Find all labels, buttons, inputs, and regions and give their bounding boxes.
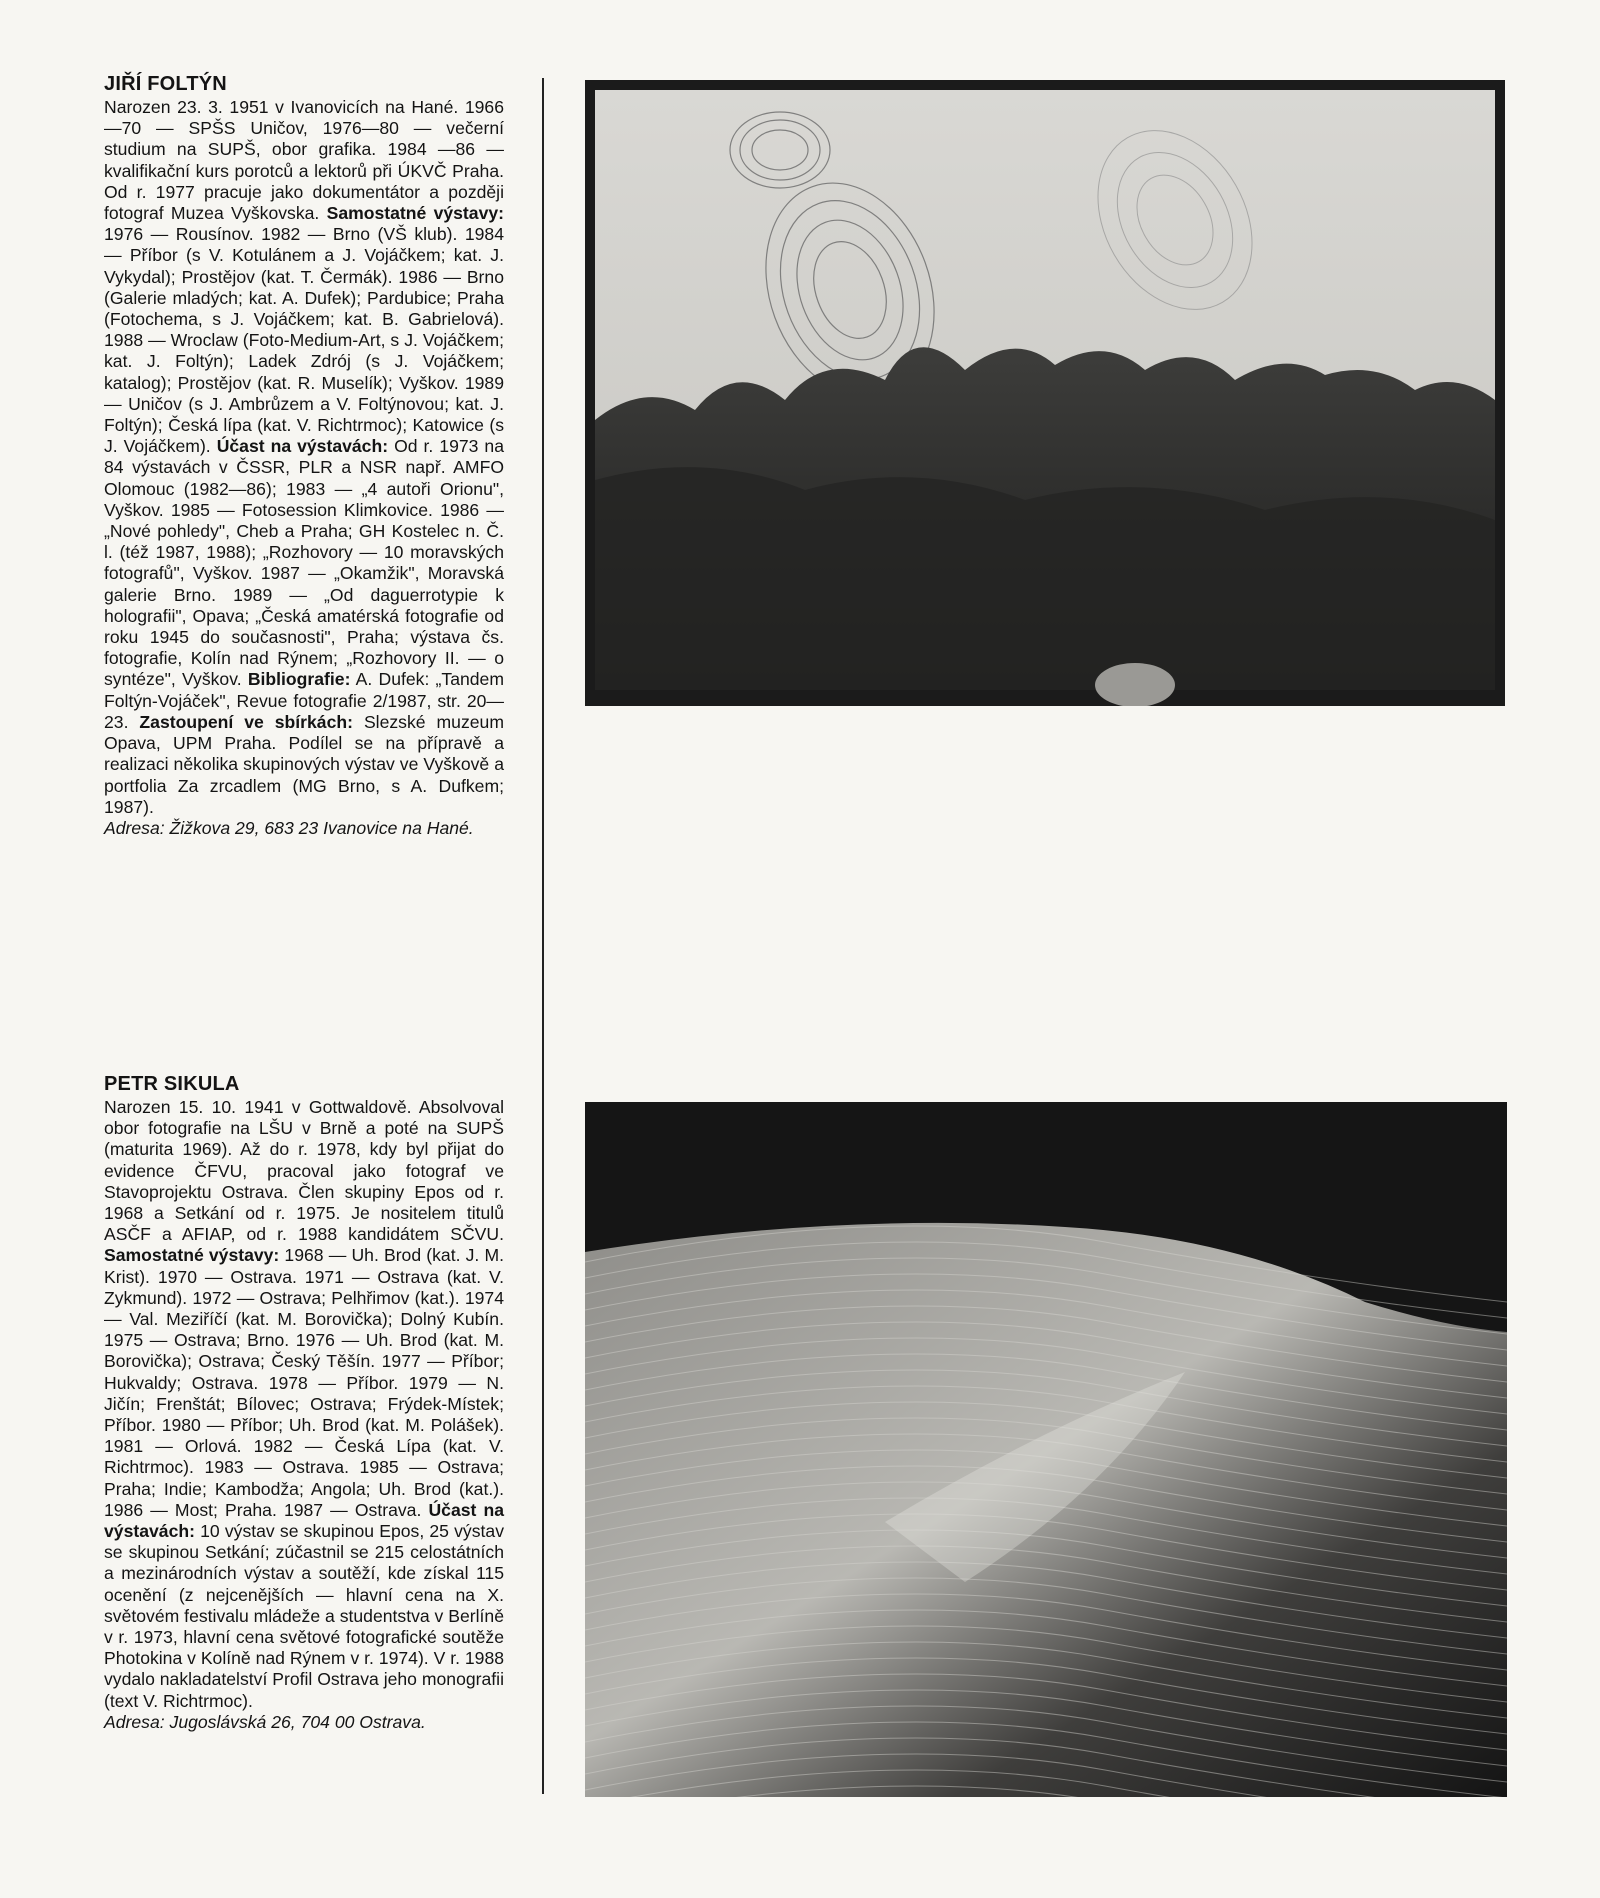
artist-address: Adresa: Žižkova 29, 683 23 Ivanovice na Hané. (104, 817, 474, 838)
photo-field-furrows (585, 1102, 1507, 1797)
artist-bio: Narozen 23. 3. 1951 v Ivanovicích na Hané. 1966—70 — SPŠS Uničov, 1976—80 — večerní studium na SUPŠ, obor grafika. 1984 —86 — kvalifikační kurs porotců a lektorů při ÚKVČ Praha. Od r. 1977 pracuje jako dokumentátor a později fotograf Muzea Vyškovska. Samostatné výstavy: 1976 — Rousínov. 1982 — Brno (VŠ klub). 1984 — Příbor (s V. Kotulánem a J. Vojáčkem; kat. J. Vykydal); Prostějov (kat. T. Čermák). 1986 — Brno (Galerie mladých; kat. A. Dufek); Pardubice; Praha (Fotochema, s J. Vojáčkem; kat. B. Gabrielová). 1988 — Wroclaw (Foto-Medium-Art, s J. Vojáčkem; kat. J. Foltýn); Ladek Zdrój (s J. Vojáčkem; katalog); Prostějov (kat. R. Muselík); Vyškov. 1989 — Uničov (s J. Ambrůzem a V. Foltýnovou; kat. J. Foltýn); Česká lípa (kat. V. Richtrmoc); Katowice (s J. Vojáčkem). Účast na výstavách: Od r. 1973 na 84 výstavách v ČSSR, PLR a NSR např. AMFO Olomouc (1982—86); 1983 — „4 autoři Orionu", Vyškov. 1985 — Fotosession Klimkovice. 1986 — „Nové pohledy", Cheb a Praha; GH Kostelec n. Č. l. (též 1987, 1988); „Rozhovory — 10 moravských fotografů", Vyškov. 1987 — „Okamžik", Moravská galerie Brno. 1989 — „Od daguerrotypie k holografii", Opava; „Česká amatérská fotografie od roku 1945 do současnosti", Praha; výstava čs. fotografie, Kolín nad Rýnem; „Rozhovory II. — o syntéze", Vyškov. Bibliografie: A. Dufek: „Tandem Foltýn-Vojáček", Revue fotografie 2/1987, str. 20—23. Zastoupení ve sbírkách: Slezské muzeum Opava, UPM Praha. Podílel se na přípravě a realizaci několika skupinových výstav ve Vyškově a portfolia Za zrcadlem (MG Brno, s A. Dufkem; 1987). (104, 97, 504, 817)
section-heading: Samostatné výstavy: (326, 203, 504, 224)
section-heading: Bibliografie: (247, 669, 351, 690)
artist-bio: Narozen 15. 10. 1941 v Gottwaldově. Absolvoval obor fotografie na LŠU v Brně a poté na SUPŠ (maturita 1969). Až do r. 1978, kdy byl přijat do evidence ČFVU, pracoval jako fotograf ve Stavoprojektu Ostrava. Člen skupiny Epos od r. 1968 a Setkání od r. 1975. Je nositelem titulů ASČF a AFIAP, od r. 1988 kandidátem SČVU. Samostatné výstavy: 1968 — Uh. Brod (kat. J. M. Krist). 1970 — Ostrava. 1971 — Ostrava (kat. V. Zykmund). 1972 — Ostrava; Pelhřimov (kat.). 1974 — Val. Meziříčí (kat. M. Borovička); Dolný Kubín. 1975 — Ostrava; Brno. 1976 — Uh. Brod (kat. M. Borovička); Ostrava; Český Těšín. 1977 — Příbor; Hukvaldy; Ostrava. 1978 — Příbor. 1979 — N. Jičín; Frenštát; Bílovec; Ostrava; Frýdek-Místek; Příbor. 1980 — Příbor; Uh. Brod (kat. M. Polášek). 1981 — Orlová. 1982 — Česká Lípa (kat. V. Richtrmoc). 1983 — Ostrava. 1985 — Ostrava; Praha; Indie; Kambodža; Angola; Uh. Brod (kat.). 1986 — Most; Praha. 1987 — Ostrava. Účast na výstavách: 10 výstav se skupinou Epos, 25 výstav se skupinou Setkání; zúčastnil se 215 celostátních a mezinárodních výstav a soutěží, kde získal 115 ocenění (z nejcenějších — hlavní cena na X. světovém festivalu mládeže a studentstva v Berlíně v r. 1973, hlavní cena světové fotografické soutěže Photokina v Kolíně nad Rýnem v r. 1974). V r. 1988 vydalo nakladatelství Profil Ostrava jeho monografii (text V. Richtrmoc). (104, 1097, 505, 1711)
column-divider (542, 78, 544, 1794)
section-heading: Zastoupení ve sbírkách: (139, 711, 353, 732)
artist-address: Adresa: Jugoslávská 26, 704 00 Ostrava. (104, 1711, 426, 1732)
artist-entry-foltyn (104, 72, 504, 839)
section-heading: Samostatné výstavy: (104, 1245, 280, 1266)
section-heading: Účast na výstavách: (104, 1499, 504, 1542)
artist-name: PETR SIKULA (104, 1073, 240, 1095)
section-heading: Účast na výstavách: (216, 436, 389, 457)
artist-entry-sikula (104, 1072, 504, 1733)
photo-trees-with-fingerprints (585, 80, 1505, 706)
artist-name: JIŘÍ FOLTÝN (104, 73, 227, 95)
